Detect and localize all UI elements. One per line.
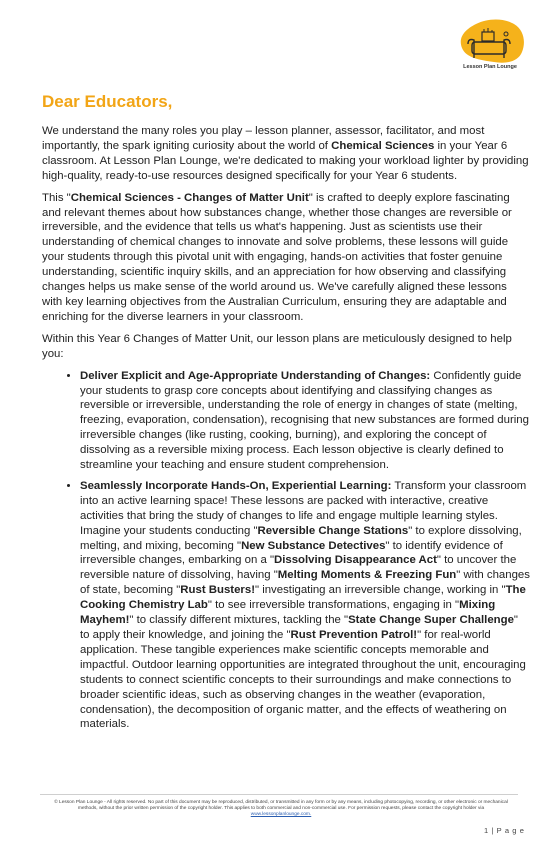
- bold-text: Deliver Explicit and Age-Appropriate Understanding of Changes:: [80, 369, 431, 382]
- footer-divider: [40, 794, 518, 795]
- greeting-heading: Dear Educators,: [42, 92, 173, 111]
- intro-paragraph: [42, 124, 530, 184]
- text-run: " to see irreversible transformations, engaging in ": [207, 599, 460, 612]
- bold-text: Rust Busters!: [180, 584, 255, 597]
- text-run: " to apply their knowledge, and joining the ": [80, 614, 518, 641]
- page-number: 1 | P a g e: [484, 826, 525, 835]
- text-run: This ": [42, 191, 71, 204]
- benefits-list: [42, 369, 530, 733]
- text-run: We understand the many roles you play – lesson planner, assessor, facilitator, and most importantly, the spark igniting curiosity about the world of: [42, 125, 485, 152]
- text-run: " is crafted to deeply explore fascinating and relevant themes about how substances change, whether those changes are reversible or irreversible, and the evidence that tells us what's happening. Just as scientists use their understanding of chemical changes to innovate and solve problems, these lessons will guide your students through this pivotal unit with engaging, hands-on activities that foster genuine understanding, scientific inquiry skills, and an appreciation for how observing and classifying changes helps us make sense of the world around us. We've carefully aligned these lessons with key learning objectives from the Australian Curriculum, ensuring they are adaptable and enriching for the diverse learners in your classroom.: [42, 191, 512, 323]
- bold-text: Melting Moments & Freezing Fun: [277, 569, 457, 582]
- text-run: " to identify evidence of irreversible changes, embarking on a ": [80, 539, 503, 567]
- text-run: " for real-world application. These tangible experiences make scientific concepts memorable and impactful. Outdoor learning opportunities are integrated throughout the unit, encouraging students to connect scientific concepts to their surroundings and make connections to broader scientific ideas, such as observing changes in the weather (evaporation, condensation), the decomposition of organic matter, and the effects of weathering on materials.: [80, 629, 526, 731]
- benefit-hands-on-learning: [80, 479, 530, 732]
- copyright-footer: [46, 800, 516, 819]
- text-run: " to uncover the reversible nature of dissolving, having ": [80, 554, 517, 582]
- text-run: " with changes of state, becoming ": [80, 569, 530, 597]
- letter-body: [42, 124, 530, 738]
- unit-description-paragraph: [42, 191, 530, 325]
- logo-caption: Lesson Plan Lounge: [463, 64, 517, 70]
- bold-text: Seamlessly Incorporate Hands-On, Experiential Learning:: [80, 479, 392, 492]
- text-run: in your Year 6 classroom. At Lesson Plan Lounge, we're dedicated to making your workload lighter by providing high-quality, ready-to-use resources designed specifically for your Year 6 students.: [42, 139, 529, 182]
- copyright-text: © Lesson Plan Lounge - All rights reserved. No part of this document may be reproduced, distributed, or transmitted in any form or by any means, including photocopying, recording, or other electronic or mechanical methods, without the prior written permission of the copyright holder. This applies to both commercial and non-commercial use. For permission requests, please contact the copyright holder via: [54, 800, 508, 812]
- text-run: Confidently guide your students to grasp core concepts about identifying and classifying changes as reversible or irreversible, understanding the role of energy in changes of state (melting, freezing, evaporation, condensation), recognising that new substances are formed during irreversible changes (like rusting, cooking, burning), and exploring the concept of dissolving as a reversible mixing process. Each lesson objective is clearly defined to streamline your teaching and ensure student comprehension.: [80, 369, 529, 472]
- bold-text: State Change Super Challenge: [348, 614, 514, 627]
- bold-text: Dissolving Disappearance Act: [274, 554, 437, 567]
- bold-text: Chemical Sciences: [331, 139, 435, 152]
- bold-text: The Cooking Chemistry Lab: [80, 584, 526, 612]
- text-run: " to classify different mixtures, tackling the ": [129, 614, 349, 627]
- text-run: Transform your classroom into an active learning space! These lessons are packed with interactive, creative activities that bring the study of changes to life and engage multiple learning styles. Imagine your students conducting ": [80, 479, 527, 537]
- lesson-plans-intro-paragraph: [42, 332, 530, 362]
- bold-text: Mixing Mayhem!: [80, 599, 496, 627]
- text-run: Within this Year 6 Changes of Matter Unit, our lesson plans are meticulously designed to help you:: [42, 332, 512, 360]
- text-run: " investigating an irreversible change, working in ": [254, 584, 506, 597]
- benefit-explicit-understanding: [80, 369, 530, 473]
- bold-text: Reversible Change Stations: [257, 524, 409, 537]
- bold-text: New Substance Detectives: [241, 539, 386, 552]
- bold-text: Rust Prevention Patrol!: [290, 629, 418, 641]
- website-link[interactable]: www.lessonplanlounge.com.: [250, 812, 312, 818]
- text-run: " to explore dissolving, melting, and mixing, becoming ": [80, 524, 522, 552]
- bold-text: Chemical Sciences - Changes of Matter Unit: [70, 191, 309, 204]
